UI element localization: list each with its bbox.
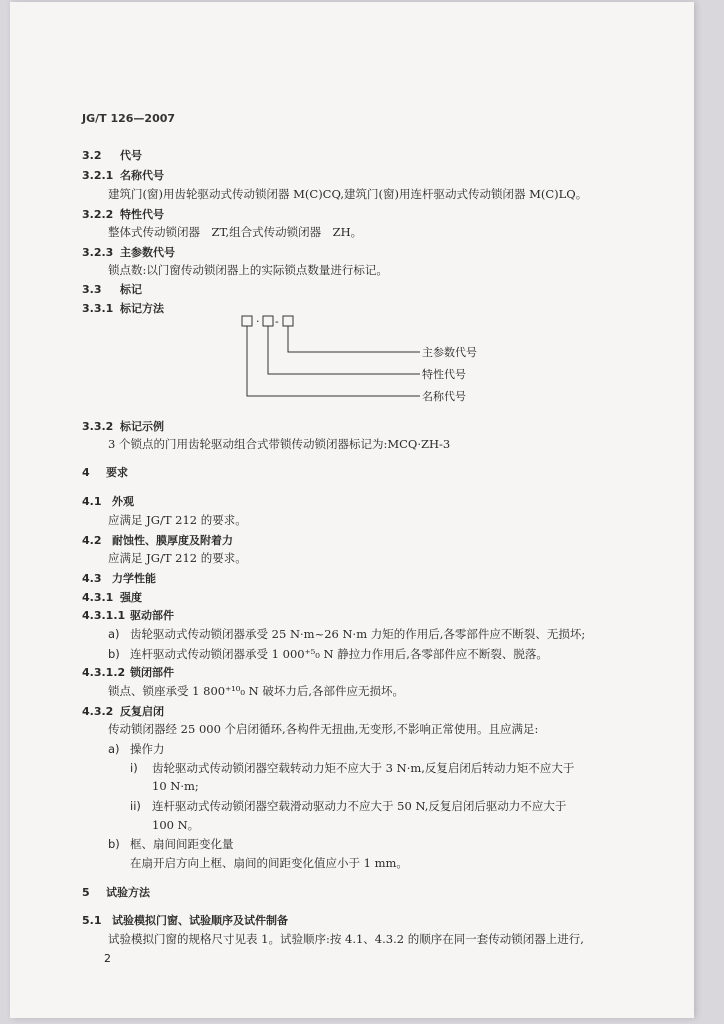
section-title: 试验方法: [106, 886, 150, 899]
section-number: 3.3: [82, 283, 102, 296]
section-4-3: [82, 570, 156, 586]
section-title: 锁闭部件: [130, 666, 174, 679]
section-title: 代号: [120, 149, 142, 162]
list-item: [130, 798, 566, 814]
feature-code-box: [263, 316, 273, 326]
section-number: 3.2: [82, 149, 102, 162]
section-title: 外观: [112, 495, 134, 508]
paragraph: 3 个锁点的门用齿轮驱动组合式带锁传动锁闭器标记为:MCQ·ZH-3: [108, 437, 451, 451]
section-4-3-1-1: [82, 607, 174, 623]
paragraph: 传动锁闭器经 25 000 个启闭循环,各构件无扭曲,无变形,不影响正常使用。且应满足:: [108, 722, 539, 736]
section-number: 3.2.2: [82, 208, 114, 221]
section-4-3-1: [82, 589, 142, 605]
paragraph: 试验模拟门窗的规格尺寸见表 1。试验顺序:按 4.1、4.3.2 的顺序在同一套传动锁闭器上进行,: [108, 932, 584, 946]
section-3-3-2: [82, 418, 164, 434]
paragraph: 应满足 JG/T 212 的要求。: [108, 513, 247, 527]
section-number: 4: [82, 466, 90, 479]
section-4: [82, 464, 128, 480]
section-number: 3.3.1: [82, 302, 114, 315]
section-number: 3.2.1: [82, 169, 114, 182]
section-number: 3.3.2: [82, 420, 114, 433]
list-text: 操作力: [130, 742, 165, 756]
section-5-1: [82, 912, 288, 928]
feature-leader-line: [268, 326, 420, 374]
section-title: 标记: [120, 283, 142, 296]
list-text: 连杆驱动式传动锁闭器空载滑动驱动力不应大于 50 N,反复启闭后驱动力不应大于: [152, 799, 567, 813]
section-title: 试验模拟门窗、试验顺序及试件制备: [112, 914, 288, 927]
section-5: [82, 884, 150, 900]
section-title: 名称代号: [120, 169, 164, 182]
standard-header: JG/T 126—2007: [82, 112, 176, 125]
paragraph: 在扇开启方向上框、扇间的间距变化值应小于 1 mm。: [130, 856, 408, 870]
section-title: 驱动部件: [130, 609, 174, 622]
section-title: 强度: [120, 591, 142, 604]
list-marker: a): [108, 627, 120, 641]
section-3-3: [82, 281, 142, 297]
paragraph: 锁点、锁座承受 1 800⁺¹⁰₀ N 破坏力后,各部件应无损坏。: [108, 684, 405, 698]
section-number: 4.2: [82, 534, 102, 547]
list-item: [108, 626, 585, 642]
page-number: 2: [104, 952, 111, 965]
list-item: [108, 741, 165, 757]
section-4-2: [82, 532, 233, 548]
paragraph: 应满足 JG/T 212 的要求。: [108, 551, 247, 565]
paragraph: 锁点数:以门窗传动锁闭器上的实际锁点数量进行标记。: [108, 263, 388, 277]
section-title: 主参数代号: [120, 246, 175, 259]
list-text: 框、扇间间距变化量: [130, 837, 234, 851]
section-number: 4.1: [82, 495, 102, 508]
list-marker: ii): [130, 799, 141, 813]
section-title: 反复启闭: [120, 705, 164, 718]
name-code-box: [242, 316, 252, 326]
section-3-2: [82, 147, 142, 163]
list-text: 齿轮驱动式传动锁闭器空载转动力矩不应大于 3 N·m,反复启闭后转动力矩不应大于: [152, 761, 575, 775]
document-page: [10, 2, 694, 1018]
list-text: 齿轮驱动式传动锁闭器承受 25 N·m~26 N·m 力矩的作用后,各零部件应不断裂、无损坏;: [130, 627, 586, 641]
list-marker: a): [108, 742, 120, 756]
list-item: [108, 836, 234, 852]
section-number: 3.2.3: [82, 246, 114, 259]
section-number: 4.3.1.1: [82, 609, 126, 622]
section-4-1: [82, 493, 134, 509]
section-number: 4.3: [82, 572, 102, 585]
section-title: 力学性能: [112, 572, 156, 585]
feature-code-label: 特性代号: [422, 368, 466, 381]
param-leader-line: [288, 326, 420, 352]
list-text: 连杆驱动式传动锁闭器承受 1 000⁺⁵₀ N 静拉力作用后,各零部件应不断裂、脱落。: [130, 647, 548, 661]
name-leader-line: [247, 326, 420, 396]
section-3-2-1: [82, 167, 164, 183]
param-code-label: 主参数代号: [422, 346, 477, 359]
paragraph: 整体式传动锁闭器 ZT,组合式传动锁闭器 ZH。: [108, 225, 363, 239]
section-title: 特性代号: [120, 208, 164, 221]
marking-diagram: [240, 312, 540, 412]
section-title: 要求: [106, 466, 128, 479]
list-continuation: 10 N·m;: [152, 779, 199, 793]
dash-separator: -: [275, 315, 279, 328]
list-item: [130, 760, 574, 776]
section-3-2-2: [82, 206, 164, 222]
section-3-2-3: [82, 244, 175, 260]
section-4-3-1-2: [82, 664, 174, 680]
paragraph: 建筑门(窗)用齿轮驱动式传动锁闭器 M(C)CQ,建筑门(窗)用连杆驱动式传动锁闭器 M(C)LQ。: [108, 187, 588, 201]
list-continuation: 100 N。: [152, 818, 200, 832]
name-code-label: 名称代号: [422, 390, 466, 403]
section-3-3-1: [82, 300, 164, 316]
section-number: 4.3.1.2: [82, 666, 126, 679]
section-number: 4.3.1: [82, 591, 114, 604]
dot-separator: ·: [256, 315, 260, 328]
section-title: 耐蚀性、膜厚度及附着力: [112, 534, 233, 547]
param-code-box: [283, 316, 293, 326]
list-marker: i): [130, 761, 138, 775]
list-marker: b): [108, 647, 120, 661]
list-marker: b): [108, 837, 120, 851]
list-item: [108, 646, 548, 662]
section-title: 标记方法: [120, 302, 164, 315]
section-number: 5.1: [82, 914, 102, 927]
section-title: 标记示例: [120, 420, 164, 433]
section-number: 4.3.2: [82, 705, 114, 718]
section-number: 5: [82, 886, 90, 899]
section-4-3-2: [82, 703, 164, 719]
